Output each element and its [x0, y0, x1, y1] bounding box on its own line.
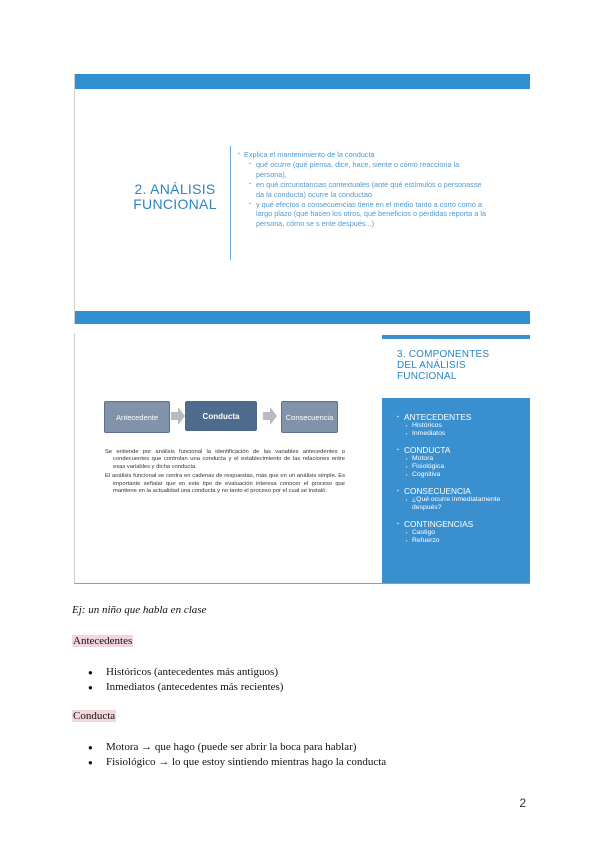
sidebar-top-rule: [382, 335, 530, 339]
flow-box-consecuencia: Consecuencia: [281, 401, 338, 433]
list-item: ● Motora → que hago (puede ser abrir la boca para hablar): [88, 740, 386, 755]
paragraph: El análisis funcional se centra en cadenas de respuestas, más que en un análisis simple. Es importante señalar que en este tipo de evaluación interesa conocer el proceso que mantiene en la actualidad una conducta y no tanto el proceso por el cual se instaló.: [105, 473, 345, 495]
page-number: 2: [519, 796, 526, 810]
list-item: ▪ ANTECEDENTES: [397, 412, 525, 422]
conducta-list: [88, 740, 386, 770]
arrow-right-icon: [263, 407, 277, 425]
slide-title: 2. ANÁLISIS FUNCIONAL: [133, 181, 217, 212]
slide-bottom-bar: [75, 311, 530, 324]
section-heading-conducta: Conducta: [73, 710, 116, 722]
arrow-right-icon: [171, 407, 185, 425]
list-item: ▪ CONTINGENCIAS: [397, 519, 525, 529]
bullet-item: ▪ qué ocurre (qué piensa, dice, hace, siente o cómo reacciona la persona),: [238, 160, 488, 179]
section-heading-antecedentes: Antecedentes: [73, 635, 133, 647]
list-item: ▪ Fisiológica: [397, 463, 525, 471]
slide-heading: 3. COMPONENTES DEL ANÁLISIS FUNCIONAL: [397, 349, 490, 382]
bullet-item: ▪ y qué efectos o consecuencias tiene en el medio tanto a corto como a largo plazo (qué hacen los otros, qué beneficios o pérdidas reporta a la persona, cómo se s ente después...): [238, 200, 488, 228]
list-item: ▪ Históricos: [397, 422, 525, 430]
components-list: [397, 410, 525, 545]
slide-top-bar: [75, 74, 530, 89]
list-item: ▪ Motora: [397, 455, 525, 463]
list-item: ▪ CONSECUENCIA: [397, 486, 525, 496]
slide-paragraphs: [105, 449, 345, 497]
slide-divider: [230, 146, 231, 260]
slide-bullets: [238, 150, 488, 229]
list-item: ● Inmediatos (antecedentes más recientes): [88, 680, 283, 695]
list-item: ● Históricos (antecedentes más antiguos): [88, 665, 283, 680]
flow-box-conducta: Conducta: [185, 401, 257, 431]
example-title: Ej: un niño que habla en clase: [72, 604, 207, 616]
list-item: ▪ ¿Qué ocurre inmediatamente después?: [397, 496, 525, 512]
list-item: ▪ Castigo: [397, 529, 525, 537]
slide-componentes: [74, 333, 530, 584]
bullet-item: ▪ Explica el mantenimiento de la conducta: [238, 150, 488, 159]
list-item: ▪ CONDUCTA: [397, 445, 525, 455]
list-item: ▪ Refuerzo: [397, 537, 525, 545]
list-item: ● Fisiológico → lo que estoy sintiendo mientras hago la conducta: [88, 755, 386, 770]
list-item: ▪ Cognitiva: [397, 471, 525, 479]
slide-analisis-funcional: [74, 74, 530, 324]
list-item: ▪ Inmediatos: [397, 430, 525, 438]
bullet-item: ▪ en qué circunstancias contextuales (ante qué estímulos o personasse da la conducta) ocurre la conductao: [238, 180, 488, 199]
antecedentes-list: [88, 665, 283, 695]
paragraph: Se entiende por análisis funcional la identificación de las variables antecedentes o condecuentes que controlan una conducta y el establecimiento de las relaciones entre esas variables y dicha conducta.: [105, 449, 345, 470]
flow-box-antecedente: Antecedente: [104, 401, 170, 433]
